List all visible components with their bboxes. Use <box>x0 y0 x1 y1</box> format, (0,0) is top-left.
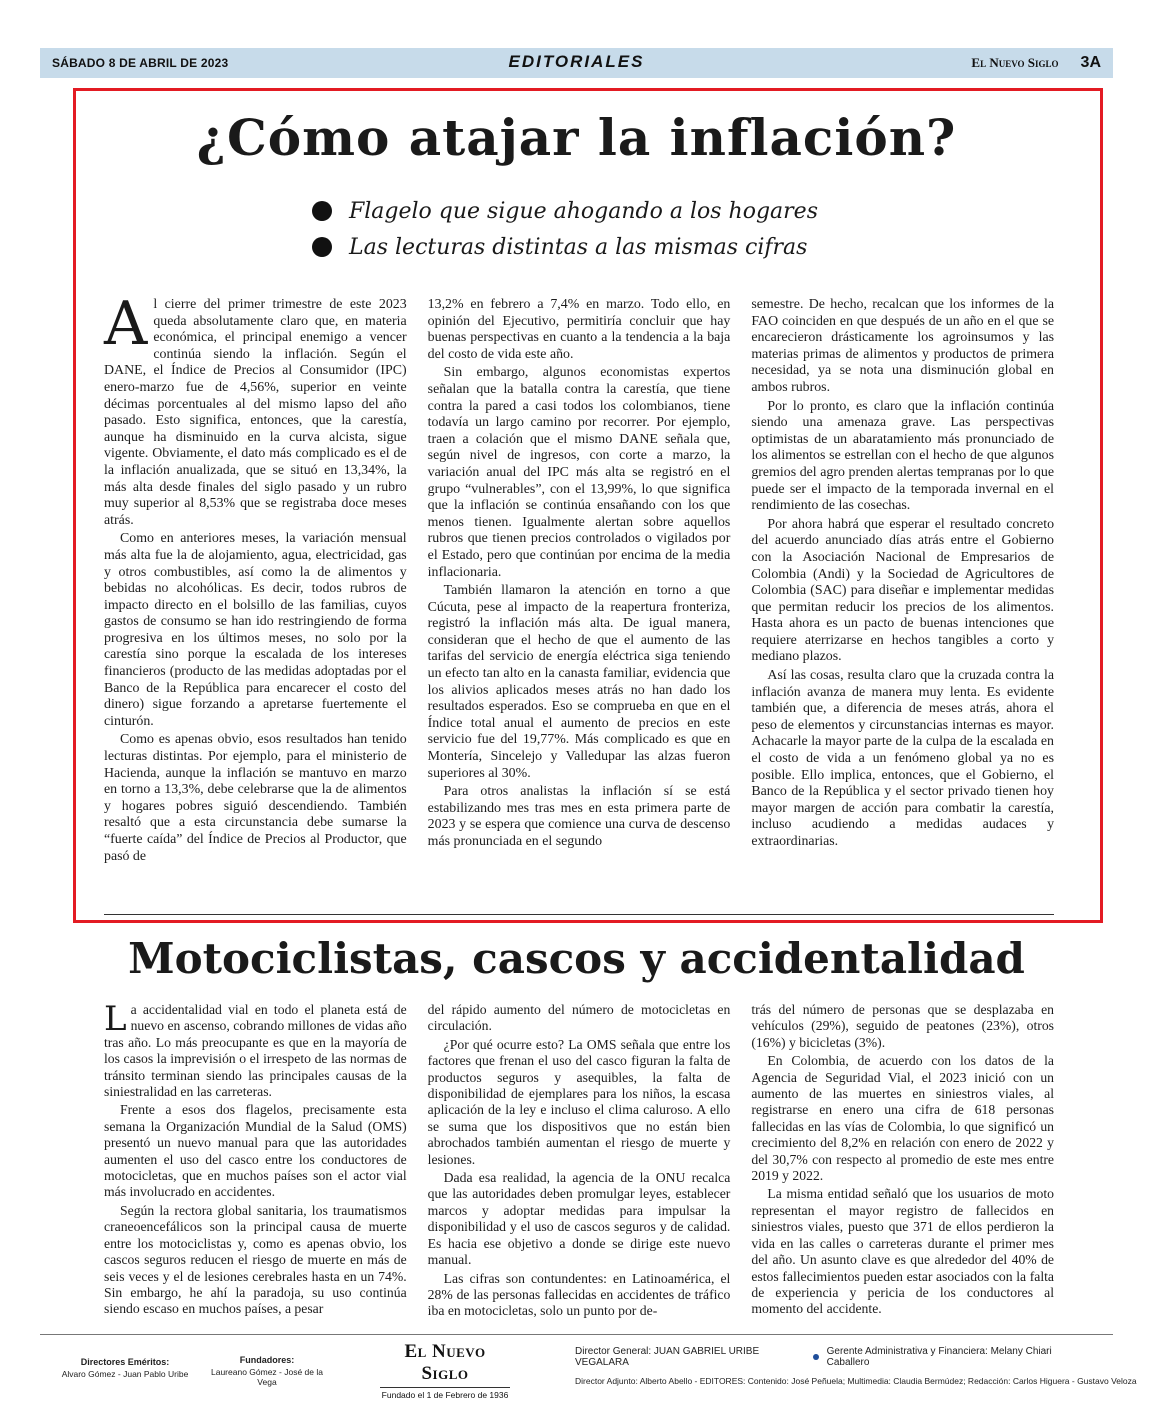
footer-staff <box>575 1346 1137 1386</box>
footer-logo <box>380 1341 510 1400</box>
bullet-icon <box>312 237 332 257</box>
staff-editors: Director Adjunto: Alberto Abello - EDITORES: Contenido: José Peñuela; Multimedia: Claudia Bermúdez; Redacción: Carlos Higuera - Gustavo Veloza <box>575 1376 1137 1386</box>
editorial-1-column-2 <box>428 297 731 867</box>
paragraph-text: a accidentalidad vial en todo el planeta está de nuevo en ascenso, cobrando millones de vidas año tras año. Lo más preocupante es que en la mayoría de los casos la imprevisión o el irrespeto de las normas de tránsito terminan siendo las principales causas de la siniestralidad en las carreteras. <box>104 1002 407 1100</box>
editorial-1-column-3 <box>751 297 1054 867</box>
paragraph: También llamaron la atención en torno a que Cúcuta, pese al impacto de la reapertura fronteriza, registró la inflación más alta. De igual manera, consideran que el hecho de que el aumento de las tarifas del servicio de energía eléctrica siga teniendo un efecto tan alto en la canasta familiar, evidencia que los alivios aplicados meses atrás no han dado los resultados esperados. Eso se comprueba en que en el Índice total anual el aumento de precios en este servicio fue del 19,77%. Más complicado es que en Montería, Sincelejo y Valledupar las alzas fueron superiores al 30%. <box>427 583 731 781</box>
subhead-text: Flagelo que sigue ahogando a los hogares <box>349 198 818 224</box>
director-general: Director General: JUAN GABRIEL URIBE VEGALARA <box>575 1346 760 1368</box>
subhead-item <box>312 193 818 229</box>
footer-directors-emeritus <box>60 1357 190 1379</box>
paragraph: Según la rectora global sanitaria, los traumatismos craneoencefálicos son la principal causa de muerte entre los motociclistas y, como es apenas obvio, los cascos seguros reducen el riesgo de muerte en más de seis veces y el de lesiones cerebrales hasta en un 74%. Sin embargo, he ahí la paradoja, su uso continúa siendo escaso en muchos países, a pesar <box>104 1202 407 1317</box>
newspaper-name: El Nuevo Siglo <box>971 55 1059 70</box>
footer-logo-name: El Nuevo Siglo <box>404 1341 486 1384</box>
editorial-2-column-3 <box>751 1002 1054 1322</box>
separator-dot-icon <box>813 1354 819 1360</box>
page-number: 3A <box>1080 54 1101 71</box>
editorial-2-column-2 <box>428 1002 731 1322</box>
paragraph <box>104 999 407 1100</box>
footer-label: Fundadores: <box>239 1355 295 1365</box>
subhead-item <box>312 229 818 265</box>
bullet-icon <box>312 201 332 221</box>
footer-divider <box>40 1334 1113 1335</box>
paragraph: 13,2% en febrero a 7,4% en marzo. Todo ello, en opinión del Ejecutivo, permitiría concluir que hay buenas perspectivas en cuanto a la tendencia a la baja del costo de vida este año. <box>427 297 731 362</box>
footer-label: Directores Eméritos: <box>80 1357 170 1367</box>
paragraph-text: l cierre del primer trimestre de este 2023 queda absolutamente claro que, en materia económica, el principal enemigo a vencer continúa siendo la inflación. Según el DANE, el Índice de Precios al Consumidor (IPC) enero-marzo fue de 4,56%, superior en veinte décimas porcentuales al del mismo lapso del año pasado. Esto significa, entonces, que la carestía, aunque ha disminuido en la curva alcista, sigue vigente. Obviamente, el dato más complicado es el de la inflación anualizada, que se situó en 13,34%, la más alta desde finales del siglo pasado y un rubro muy superior al 8,53% que se registraba doce meses atrás. <box>104 297 407 528</box>
drop-cap: L <box>104 999 127 1039</box>
footer-founded: Fundado el 1 de Febrero de 1936 <box>380 1387 510 1400</box>
section-title: EDITORIALES <box>508 52 645 71</box>
paragraph <box>104 289 407 529</box>
editorial-1-body <box>104 289 1055 867</box>
paragraph: Así las cosas, resulta claro que la cruzada contra la inflación avanza de manera muy lenta. Es evidente también que, a diferencia de meses atrás, ahora el peso de elementos y circunstancias internas es mayor. Achacarle la mayor parte de la culpa de la escalada en el costo de vida a un fenómeno global ya no es posible. Ello implica, entonces, que el Gobierno, el Banco de la República y el sector privado tienen hoy mayor margen de acción para combatir la carestía, incluso acudiendo a medidas audaces y extraordinarias. <box>751 668 1055 849</box>
section-divider <box>104 914 1054 915</box>
paragraph: trás del número de personas que se desplazaba en vehículos (29%), seguido de peatones (23%), otros (16%) y bicicletas (3%). <box>751 1002 1055 1050</box>
paragraph: Por ahora habrá que esperar el resultado concreto del acuerdo anunciado días atrás entre el Gobierno con la Asociación Nacional de Empresarios de Colombia (Andi) y la Sociedad de Agricultores de Colombia (SAC) para diseñar e implementar medidas que permitan reducir los precios de los alimentos. Hasta ahora es un pacto de buenas intenciones que requiere aterrizarse en hechos tangibles a corto y mediano plazos. <box>751 516 1055 665</box>
footer-founders <box>202 1355 332 1387</box>
editorial-1-column-1 <box>104 289 407 867</box>
paragraph: En Colombia, de acuerdo con los datos de la Agencia de Seguridad Vial, el 2023 inició con un aumento de las muertes en siniestros viales, al registrarse en enero una cifra de 618 personas fallecidas en las vías de Colombia, lo que significó un crecimiento del 8,2% en relación con enero de 2022 y del 30,7% con respecto al promedio de este mes entre 2019 y 2022. <box>751 1053 1055 1184</box>
subhead-text: Las lecturas distintas a las mismas cifras <box>349 234 808 260</box>
paragraph: Las cifras son contundentes: en Latinoamérica, el 28% de las personas fallecidas en accidentes de tráfico iba en motocicletas, solo un punto por de- <box>427 1270 731 1319</box>
paragraph: La misma entidad señaló que los usuarios de moto representan el mayor registro de fallecidos en siniestros viales, puesto que 371 de ellos perdieron la vida en las calles o carreteras durante el primer mes del año. Un asunto clave es que alrededor del 40% de estos fallecimientos pueden estar asociados con la falta de experiencia y pericia de los conductores al momento del accidente. <box>751 1186 1055 1317</box>
staff-line <box>575 1346 1085 1368</box>
paragraph: Por lo pronto, es claro que la inflación continúa siendo una amenaza grave. Las perspectivas optimistas de un abaratamiento más pronunciado de los alimentos se estrellan con el hecho de que algunos gremios del agro prenden alertas tempranas por lo que puede ser el impacto de la temporada invernal en el rendimiento de las cosechas. <box>751 398 1055 514</box>
paragraph: Sin embargo, algunos economistas expertos señalan que la batalla contra la carestía, que tiene contra la pared a casi todos los colombianos, tiene todavía un largo camino por recorrer. Por ejemplo, traen a colación que el mismo DANE señala que, según nivel de ingresos, con corte a marzo, la variación anual del IPC más alta se registró en el grupo “vulnerables”, con el 13,99%, lo que significa que la inflación se continúa ensañando con los que menos tienen. Igualmente alertan sobre aquellos rubros que tienen precios controlados o vigilados por el Estado, pero que continúan por encima de la media inflacionaria. <box>427 365 731 580</box>
paragraph: Dada esa realidad, la agencia de la ONU recalca que las autoridades deben promulgar leyes, establecer marcos y adoptar medidas para impulsar la disponibilidad y el uso de cascos seguros y de calidad. Es hacia ese objetivo a donde se dirige este nuevo manual. <box>427 1170 731 1268</box>
editorial-1-subheads <box>312 193 818 265</box>
paragraph: Frente a esos dos flagelos, precisamente esta semana la Organización Mundial de la Salud (OMS) presentó un nuevo manual para que las autoridades aumenten el uso del casco entre los conductores de motocicletas, que en muchos países son el actor vial más involucrado en accidentes. <box>104 1102 407 1200</box>
footer-names: Laureano Gómez - José de la Vega <box>211 1367 323 1387</box>
header-right <box>971 54 1101 72</box>
editorial-2-column-1 <box>104 999 407 1322</box>
paragraph: semestre. De hecho, recalcan que los informes de la FAO coinciden en que después de un año en el que se encarecieron drásticamente los agroinsumos y las materias primas de alimentos y productos de primera necesidad, ya se nota una disminución global en ambos rubros. <box>751 297 1055 395</box>
editorial-1-title: ¿Cómo atajar la inflación? <box>196 108 957 167</box>
paragraph: Para otros analistas la inflación sí se está estabilizando mes tras mes en esta primera parte de 2023 y se espera que comience una curva de descenso más pronunciada en el segundo <box>427 784 731 849</box>
header-date: SÁBADO 8 DE ABRIL DE 2023 <box>52 56 229 70</box>
drop-cap: A <box>104 289 148 359</box>
page-header <box>40 48 1113 78</box>
paragraph: del rápido aumento del número de motocicletas en circulación. <box>427 1002 731 1034</box>
paragraph: ¿Por qué ocurre esto? La OMS señala que entre los factores que frenan el uso del casco figuran la falta de productos seguros y asequibles, la falta de disponibilidad de ejemplares para los niños, la escasa aplicación de la ley e incluso el clima caluroso. A ello se suma que los dispositivos que no están bien abrochados también aumentan el riesgo de muerte y lesiones. <box>427 1036 731 1167</box>
editorial-2-title: Motociclistas, cascos y accidentalidad <box>128 934 1025 983</box>
paragraph: Como es apenas obvio, esos resultados han tenido lecturas distintas. Por ejemplo, para el ministerio de Hacienda, aunque la inflación se mantuvo en marzo en torno a 13,3%, debe celebrarse que la de alimentos y hogares pobres siguió descendiendo. También resaltó que a esta circunstancia debe sumarse la “fuerte caída” del Índice de Precios al Productor, que pasó de <box>104 732 407 864</box>
gerente: Gerente Administrativa y Financiera: Melany Chiari Caballero <box>826 1346 1052 1368</box>
footer-names: Alvaro Gómez - Juan Pablo Uribe <box>61 1369 189 1379</box>
paragraph: Como en anteriores meses, la variación mensual más alta fue la de alojamiento, agua, electricidad, gas y otros combustibles, así como la de alimentos y bebidas no alcohólicas. Es decir, todos rubros de impacto directo en el bolsillo de las familias, cuyos gastos de consumo se han ido restringiendo de forma progresiva en los últimos meses, no solo por la carestía sino porque la escalada de los intereses financieros (producto de las medidas adoptadas por el Banco de la República para encarecer el costo del dinero) sigue forzando a apretarse fuertemente el cinturón. <box>104 531 407 729</box>
editorial-2-body <box>104 999 1055 1322</box>
